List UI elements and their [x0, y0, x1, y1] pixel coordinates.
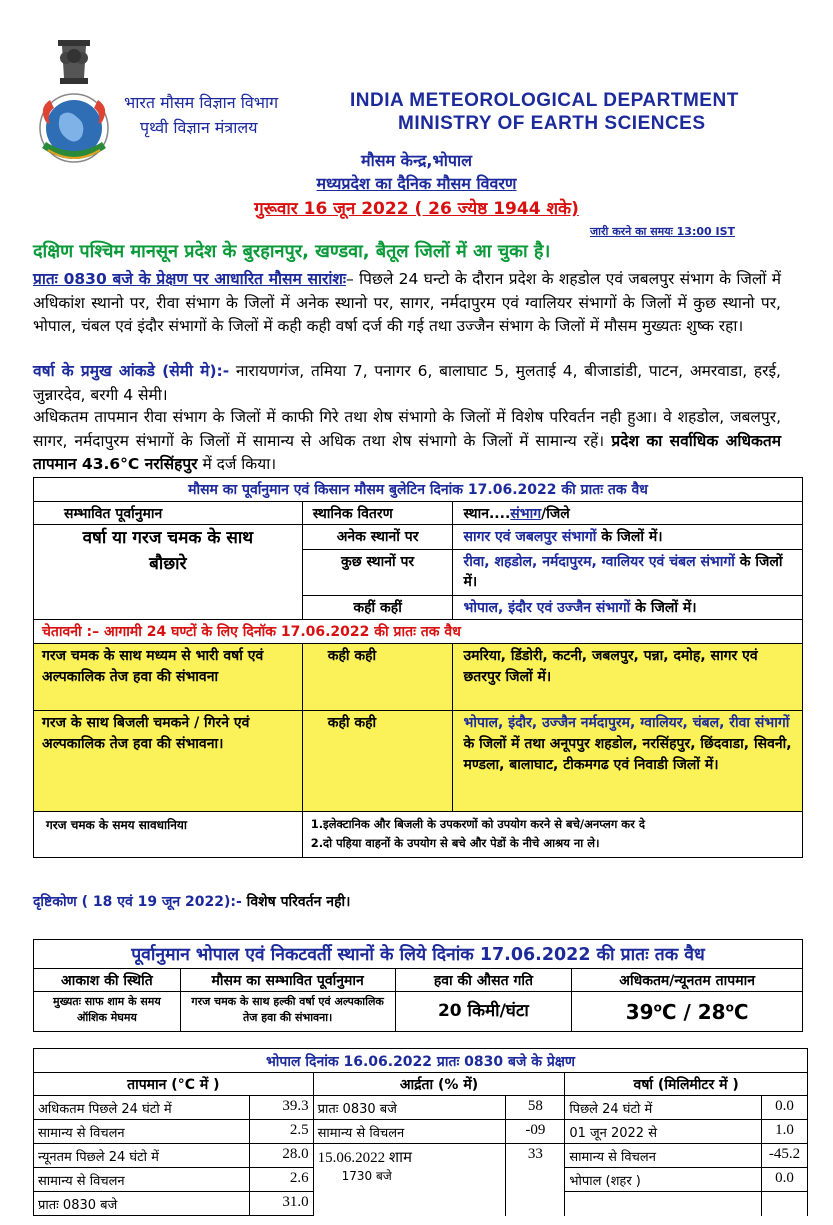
summary-text: – पिछले 24 घन्टो के दौरान प्रदेश के शहडोल एवं जबलपुर संभाग के जिलों में अधिकांश स्थानो पर, रीवा संभाग के जिलों में अनेक स्थानो पर, सागर, नर्मदापुरम एवं ग्वालियर संभागों के जिलों में कुछ स्थानो पर, भोपाल, चंबल एवं इंदौर संभागों के जिलों में कही कही वर्षा दर्ज की गई तथा उज्जैन संभाग के जिलों में मौसम मुख्यतः शुष्क रहा। [33, 270, 781, 335]
obs-rain-label-1: 01 जून 2022 से [565, 1120, 762, 1144]
header-division-text: संभाग [510, 506, 542, 522]
bhopal-forecast-table [33, 939, 803, 1032]
obs-hum-label-2-time: 1730 बजे [341, 1169, 392, 1183]
precaution-text [302, 812, 802, 858]
wind-speed: 20 किमी/घंटा [395, 992, 572, 1032]
obs-rain-label-0: पिछले 24 घंटो में [565, 1096, 762, 1120]
warning-dist-1: कही कही [302, 711, 453, 812]
forecast-place-1-suffix: के जिलों में। [463, 554, 783, 590]
obs-temp-value-0: 39.3 [249, 1096, 313, 1120]
forecast-place-1-name: रीवा, शहडोल, नर्मदापुरम, ग्वालियर एवं चंबल संभागों [463, 554, 735, 570]
precaution-label: गरज चमक के समय सावधानिया [34, 812, 303, 858]
min-temp: 28 [697, 1000, 726, 1024]
forecast-header-condition: सम्भावित पूर्वानुमान [34, 502, 303, 525]
header-sky: आकाश की स्थिति [34, 969, 181, 992]
bhopal-forecast-title: पूर्वानुमान भोपाल एवं निकटवर्ती स्थानों के लिये दिनांक 17.06.2022 की प्रातः तक वैध [34, 940, 803, 969]
obs-temp-value-2: 28.0 [249, 1144, 313, 1168]
header-district-text: /जिले [541, 506, 570, 522]
rainfall-summary [33, 360, 781, 407]
obs-temp-header: तापमान (°C में ) [34, 1073, 314, 1096]
weather-forecast: गरज चमक के साथ हल्की वर्षा एवं अल्पकालिक तेज हवा की संभावना। [180, 992, 395, 1032]
temperature-tail: में दर्ज किया। [197, 455, 277, 473]
obs-hum-value-2: 33 [506, 1144, 565, 1216]
forecast-condition: वर्षा या गरज चमक के साथ बौछारे [34, 525, 303, 620]
obs-hum-label-2-date: 15.06.2022 शाम [317, 1150, 412, 1166]
max-temp: 39 [625, 1000, 654, 1024]
obs-rain-value-0: 0.0 [762, 1096, 808, 1120]
forecast-place-1 [453, 550, 803, 596]
warning-dist-0: कही कही [302, 644, 453, 711]
rainfall-text: नारायणगंज, तमिया 7, पनागर 6, बालाघाट 5, मुलताई 4, बीजाडांडी, पाटन, अमरवाडा, हरई, जुन्नारदेव, बरगी 4 सेमी। [33, 362, 781, 404]
obs-rain-empty [565, 1192, 762, 1216]
sky-condition: मुख्यतः साफ शाम के समय ऑशिक मेघमय [34, 992, 181, 1032]
emblem-icon [28, 38, 120, 166]
obs-temp-value-1: 2.5 [249, 1120, 313, 1144]
max-temp-unit: C [661, 1000, 677, 1024]
header-place-text: स्थान.... [463, 506, 511, 522]
temperature-summary [33, 406, 781, 477]
obs-temp-label-1: सामान्य से विचलन [34, 1120, 250, 1144]
forecast-dist-0: अनेक स्थानों पर [302, 525, 453, 550]
warning-place-0: उमरिया, डिंडोरी, कटनी, जबलपुर, पन्ना, दमोह, सागर एवं छतरपुर जिलों में। [453, 644, 803, 711]
obs-temp-label-4: प्रातः 0830 बजे [34, 1192, 250, 1216]
outlook-text: विशेष परिवर्तन नही। [241, 894, 351, 910]
max-min-temp: 39$^o$C / 28$^o$C [572, 992, 803, 1032]
obs-temp-value-3: 2.6 [249, 1168, 313, 1192]
english-ministry-name: MINISTRY OF EARTH SCIENCES [398, 113, 706, 134]
report-date: गुरूवार 16 जून 2022 ( 26 ज्येष्ठ 1944 शके) [254, 199, 579, 219]
forecast-table [33, 477, 803, 858]
obs-temp-label-0: अधिकतम पिछले 24 घंटो में [34, 1096, 250, 1120]
obs-rain-empty-value [762, 1192, 808, 1216]
precaution-2: 2.दो पहिया वाहनों के उपयोग से बचे और पेडों के नीचे आश्रय ना ले। [310, 836, 600, 850]
header-temp: अधिकतम/न्यूनतम तापमान [572, 969, 803, 992]
warning-title: चेतावनी :– आगामी 24 घण्टों के लिए दिनॉक 17.06.2022 की प्रातः तक वैध [34, 620, 803, 644]
rainfall-label: वर्षा के प्रमुख आंकडे (सेमी मे):- [33, 362, 230, 380]
english-dept-name: INDIA METEOROLOGICAL DEPARTMENT [350, 90, 739, 111]
obs-rain-label-3: भोपाल (शहर ) [565, 1168, 762, 1192]
forecast-place-2-name: भोपाल, इंदौर एवं उज्जैन संभागों [463, 600, 631, 616]
forecast-place-0-name: सागर एवं जबलपुर संभागों [463, 529, 597, 545]
monsoon-headline: दक्षिण पश्चिम मानसून प्रदेश के बुरहानपुर, खण्डवा, बैतूल जिलों में आ चुका है। [33, 241, 551, 262]
weather-summary [33, 268, 781, 339]
warning-place-1 [453, 711, 803, 812]
forecast-place-0-suffix: के जिलों में। [596, 529, 663, 545]
issue-time [590, 224, 735, 239]
obs-temp-label-3: सामान्य से विचलन [34, 1168, 250, 1192]
summary-label: प्रातः 0830 बजे के प्रेक्षण पर आधारित मौसम सारांशः [33, 270, 347, 288]
min-temp-unit: C [733, 1000, 749, 1024]
imd-logo [28, 38, 120, 166]
outlook-label: दृष्टिकोण ( 18 एवं 19 जून 2022):- [33, 894, 242, 910]
obs-humidity-header: आर्द्रता (% में) [313, 1073, 565, 1096]
forecast-header-distribution: स्थानिक वितरण [302, 502, 453, 525]
obs-temp-label-2: न्यूनतम पिछले 24 घंटो में [34, 1144, 250, 1168]
hindi-ministry-name: पृथ्वी विज्ञान मंत्रालय [140, 118, 258, 137]
hindi-dept-name: भारत मौसम विज्ञान विभाग [124, 93, 279, 112]
observations-table [33, 1048, 808, 1216]
temperature-highlight: प्रदेश का सर्वाधिक अधिकतम तापमान 43.6°C नरसिंहपुर [33, 431, 781, 473]
warning-place-1-name: भोपाल, इंदौर, उज्जैन नर्मदापुरम, ग्वालियर, चंबल, रीवा संभागों [463, 715, 790, 731]
obs-rain-header: वर्षा (मिलिमीटर में ) [565, 1073, 808, 1096]
issue-time-value: 13:00 IST [676, 225, 736, 238]
forecast-header-place [453, 502, 803, 525]
precaution-1: 1.इलेक्टानिक और बिजली के उपकरणों को उपयोग करने से बचे/अनप्लग कर दे [310, 817, 645, 831]
header-wind: हवा की औसत गति [395, 969, 572, 992]
obs-rain-value-3: 0.0 [762, 1168, 808, 1192]
report-title: मध्यप्रदेश का दैनिक मौसम विवरण [316, 174, 517, 193]
obs-hum-value-1: -09 [506, 1120, 565, 1144]
obs-rain-value-1: 1.0 [762, 1120, 808, 1144]
warning-type-0: गरज चमक के साथ मध्यम से भारी वर्षा एवं अल्पकालिक तेज हवा की संभावना [34, 644, 303, 711]
warning-type-1: गरज के साथ बिजली चमकने / गिरने एवं अल्पकालिक तेज हवा की संभावना। [34, 711, 303, 812]
obs-hum-label-1: सामान्य से विचलन [313, 1120, 506, 1144]
warning-place-1-suffix: के जिलों में तथा अनूपपुर शहडोल, नरसिंहपुर, छिंदवाडा, सिवनी, मण्डला, बालाघाट, टीकमगढ एवं निवाडी जिलों में। [463, 736, 792, 773]
forecast-title: मौसम का पूर्वानुमान एवं किसान मौसम बुलेटिन दिनांक 17.06.2022 की प्रातः तक वैध [34, 478, 803, 502]
issue-time-label: जारी करने का समयः [590, 225, 673, 238]
forecast-place-2-suffix: के जिलों में। [630, 600, 697, 616]
forecast-place-0 [453, 525, 803, 550]
forecast-place-2 [453, 596, 803, 620]
obs-hum-value-0: 58 [506, 1096, 565, 1120]
obs-rain-value-2: -45.2 [762, 1144, 808, 1168]
centre-name: मौसम केन्द्र,भोपाल [361, 151, 472, 170]
obs-hum-label-0: प्रातः 0830 बजे [313, 1096, 506, 1120]
forecast-dist-1: कुछ स्थानों पर [302, 550, 453, 596]
obs-title: भोपाल दिनांक 16.06.2022 प्रातः 0830 बजे के प्रेक्षण [34, 1049, 808, 1073]
header-weather: मौसम का सम्भावित पूर्वानुमान [180, 969, 395, 992]
obs-temp-value-4: 31.0 [249, 1192, 313, 1216]
obs-rain-label-2: सामान्य से विचलन [565, 1144, 762, 1168]
temperature-text: अधिकतम तापमान रीवा संभाग के जिलों में काफी गिरे तथा शेष संभागो के जिलों में विशेष परिवर्तन नही हुआ। वे शहडोल, जबलपुर, सागर, नर्मदापुरम संभागों के जिलों में सामान्य से अधिक तथा शेष संभागो के जिलों में सामान्य रहें। [33, 408, 781, 450]
outlook [33, 892, 350, 911]
obs-hum-label-2 [313, 1144, 506, 1216]
forecast-dist-2: कहीं कहीं [302, 596, 453, 620]
